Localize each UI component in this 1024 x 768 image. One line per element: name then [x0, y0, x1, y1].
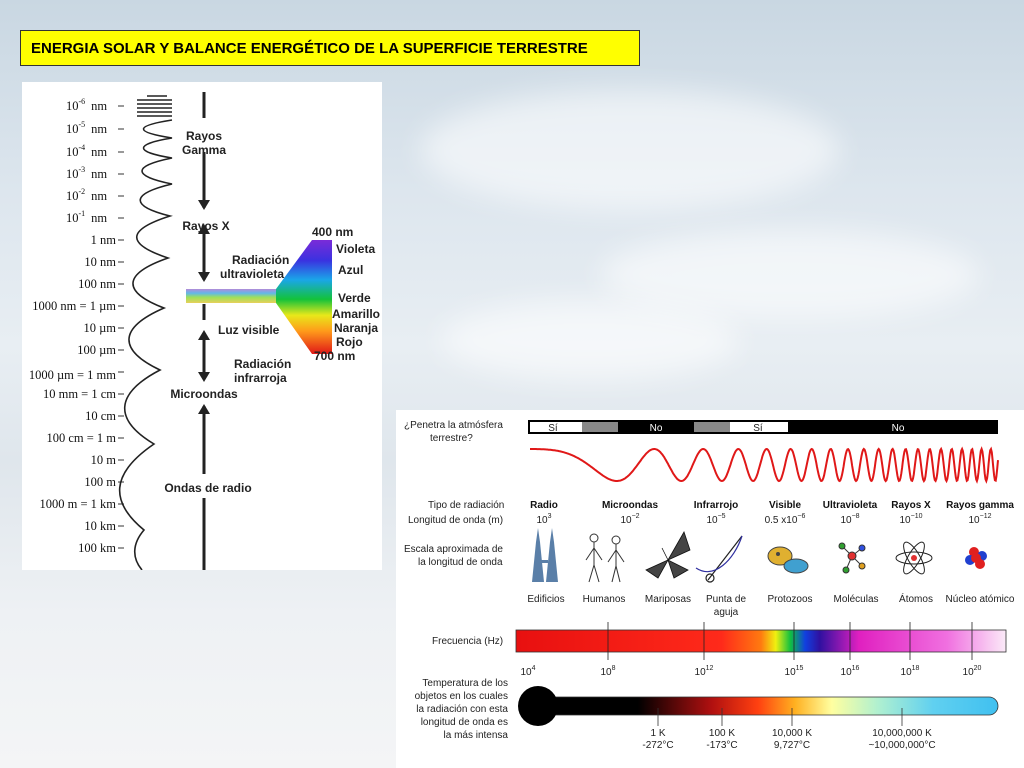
region-gamma-label-2: Gamma — [181, 143, 227, 157]
wavelength-scale-diagram — [22, 82, 382, 570]
region-xray-label: Rayos X — [182, 219, 230, 233]
exp-label-3: $10^{-4}$ nm — [66, 143, 108, 159]
type-wavelength: $10^{-12}$ — [968, 513, 992, 526]
scale-label: 1000 µm = 1 mm — [28, 368, 116, 382]
temp-values — [642, 728, 935, 751]
region-uv-label-2: ultravioleta — [220, 267, 285, 281]
object-label: Núcleo atómico — [945, 594, 1015, 605]
scale-label: 1000 nm = 1 µm — [32, 299, 116, 313]
bar-no-1: No — [649, 423, 663, 434]
frequency-bar — [516, 630, 1006, 652]
exp-label-4: $10^{-3}$ nm — [66, 165, 108, 181]
slide-title: ENERGIA SOLAR Y BALANCE ENERGÉTICO DE LA SUPERFICIE TERRESTRE — [20, 30, 640, 66]
region-arrows — [198, 92, 210, 570]
scale-label: 10 km — [84, 519, 116, 533]
object-label: Moléculas — [833, 594, 879, 605]
object-label: Punta de — [705, 594, 747, 605]
object-label: Edificios — [527, 594, 565, 605]
type-name: Visible — [768, 500, 802, 511]
molecule-icon — [839, 543, 865, 573]
type-name: Radio — [530, 500, 558, 511]
spectrum-top-label: 400 nm — [312, 225, 354, 239]
region-uv-label: Radiación — [232, 253, 290, 267]
scale-labels — [29, 233, 116, 555]
type-name: Infrarrojo — [693, 500, 739, 511]
em-spectrum-svg — [396, 410, 1024, 768]
atom-icon — [896, 539, 932, 576]
type-wavelength: $10^{-2}$ — [620, 513, 640, 526]
wavelength-scale-svg — [22, 82, 382, 570]
temp-k: 10,000,000 K — [872, 728, 932, 739]
penetrate-label-2: terrestre? — [430, 433, 473, 444]
type-names — [530, 500, 1014, 511]
spectrum-blue-label: Azul — [338, 263, 364, 277]
frequency-wave — [530, 449, 998, 481]
type-wavelength: $10^3$ — [536, 513, 552, 526]
temp-c: -272°C — [642, 740, 674, 751]
scale-label: 1000 m = 1 km — [39, 497, 116, 511]
freq-tick-label: $10^{20}$ — [962, 665, 982, 678]
building-icon — [532, 528, 558, 582]
nucleus-icon — [965, 547, 987, 569]
scale-label: 1 nm — [90, 233, 116, 247]
wave-curve — [120, 96, 172, 570]
frecuencia-label: Frecuencia (Hz) — [432, 636, 504, 647]
spectrum-red-label: Rojo — [336, 335, 363, 349]
longitud-label: Longitud de onda (m) — [408, 515, 504, 526]
type-wavelength: 0.5 $x10^{-6}$ — [764, 513, 806, 526]
scale-label: 10 nm — [84, 255, 116, 269]
spectrum-green-label: Verde — [338, 291, 371, 305]
escala-label-2: la longitud de onda — [418, 557, 503, 568]
type-name: Ultravioleta — [822, 500, 878, 511]
type-wavelength: $10^{-10}$ — [899, 513, 923, 526]
freq-tick-label: $10^{16}$ — [840, 665, 860, 678]
escala-label: Escala aproximada de — [404, 544, 503, 555]
scale-label: 10 m — [90, 453, 116, 467]
spectrum-orange-label: Naranja — [334, 321, 379, 335]
object-label-2: aguja — [713, 607, 739, 618]
scale-label: 100 cm = 1 m — [46, 431, 116, 445]
spectrum-violet-label: Violeta — [336, 242, 376, 256]
scale-label: 100 m — [84, 475, 116, 489]
spectrum-yellow-label: Amarillo — [332, 307, 381, 321]
region-ir-label: Radiación — [234, 357, 292, 371]
region-radio-label: Ondas de radio — [164, 481, 252, 495]
object-labels — [527, 592, 1015, 618]
temp-c: 9,727°C — [773, 740, 811, 751]
protozoa-icon — [768, 547, 808, 573]
scale-label: 10 cm — [85, 409, 116, 423]
temp-k: 1 K — [650, 728, 666, 739]
object-label: Protozoos — [767, 594, 813, 605]
temp-c: -173°C — [706, 740, 738, 751]
humans-icon — [586, 534, 624, 582]
temp-k: 100 K — [708, 728, 736, 739]
tipo-label: Tipo de radiación — [428, 500, 505, 511]
temp-label-line: la radiación con esta — [416, 704, 508, 715]
visible-beam — [186, 289, 276, 303]
temp-c: ~10,000,000°C — [868, 740, 936, 751]
thermometer — [518, 686, 998, 726]
freq-tick-label: $10^8$ — [600, 665, 616, 678]
freq-tick-label: $10^{15}$ — [784, 665, 804, 678]
exp-label-2: $10^{-5}$ nm — [66, 120, 108, 136]
exp-label-1: $10^{-6}$ nm — [66, 97, 108, 113]
temp-label-line: Temperatura de los — [422, 678, 508, 689]
region-gamma-label: Rayos — [185, 129, 223, 143]
needle-icon — [696, 536, 742, 582]
temp-label — [415, 678, 509, 741]
exp-label-6: $10^{-1}$ nm — [66, 209, 108, 225]
butterfly-icon — [646, 532, 690, 578]
type-name: Rayos gamma — [946, 500, 1014, 511]
temp-label-line: objetos en los cuales — [414, 691, 508, 702]
penetrate-label: ¿Penetra la atmósfera — [404, 420, 503, 431]
type-name: Microondas — [601, 500, 659, 511]
scale-label: 100 nm — [78, 277, 116, 291]
em-spectrum-chart — [396, 410, 1024, 768]
temp-k: 10,000 K — [771, 728, 813, 739]
exp-labels — [66, 97, 107, 225]
scale-label: 100 km — [78, 541, 116, 555]
type-wavelength: $10^{-8}$ — [840, 513, 860, 526]
penetration-bar — [528, 420, 998, 434]
object-label: Mariposas — [644, 594, 692, 605]
bar-si-2: Sí — [753, 423, 763, 434]
bar-no-2: No — [891, 423, 905, 434]
object-label: Humanos — [582, 594, 626, 605]
region-micro-label: Microondas — [170, 387, 238, 401]
temp-label-line: la más intensa — [443, 730, 508, 741]
spectrum-bottom-label: 700 nm — [314, 349, 356, 363]
temp-label-line: longitud de onda es — [420, 717, 508, 728]
scale-label: 10 mm = 1 cm — [42, 387, 116, 401]
region-ir-label-2: infrarroja — [234, 371, 287, 385]
bar-si-1: Sí — [548, 423, 558, 434]
scale-label: 10 µm — [83, 321, 116, 335]
type-wavelength: $10^{-5}$ — [706, 513, 726, 526]
type-wavelengths — [536, 513, 991, 526]
freq-tick-label: $10^{18}$ — [900, 665, 920, 678]
region-visible-label: Luz visible — [218, 323, 280, 337]
type-name: Rayos X — [891, 500, 931, 511]
frequency-tick-labels — [520, 665, 981, 678]
exp-label-5: $10^{-2}$ nm — [66, 187, 108, 203]
freq-tick-label: $10^4$ — [520, 665, 536, 678]
object-label: Átomos — [899, 594, 933, 605]
freq-tick-label: $10^{12}$ — [694, 665, 714, 678]
scale-label: 100 µm — [77, 343, 116, 357]
